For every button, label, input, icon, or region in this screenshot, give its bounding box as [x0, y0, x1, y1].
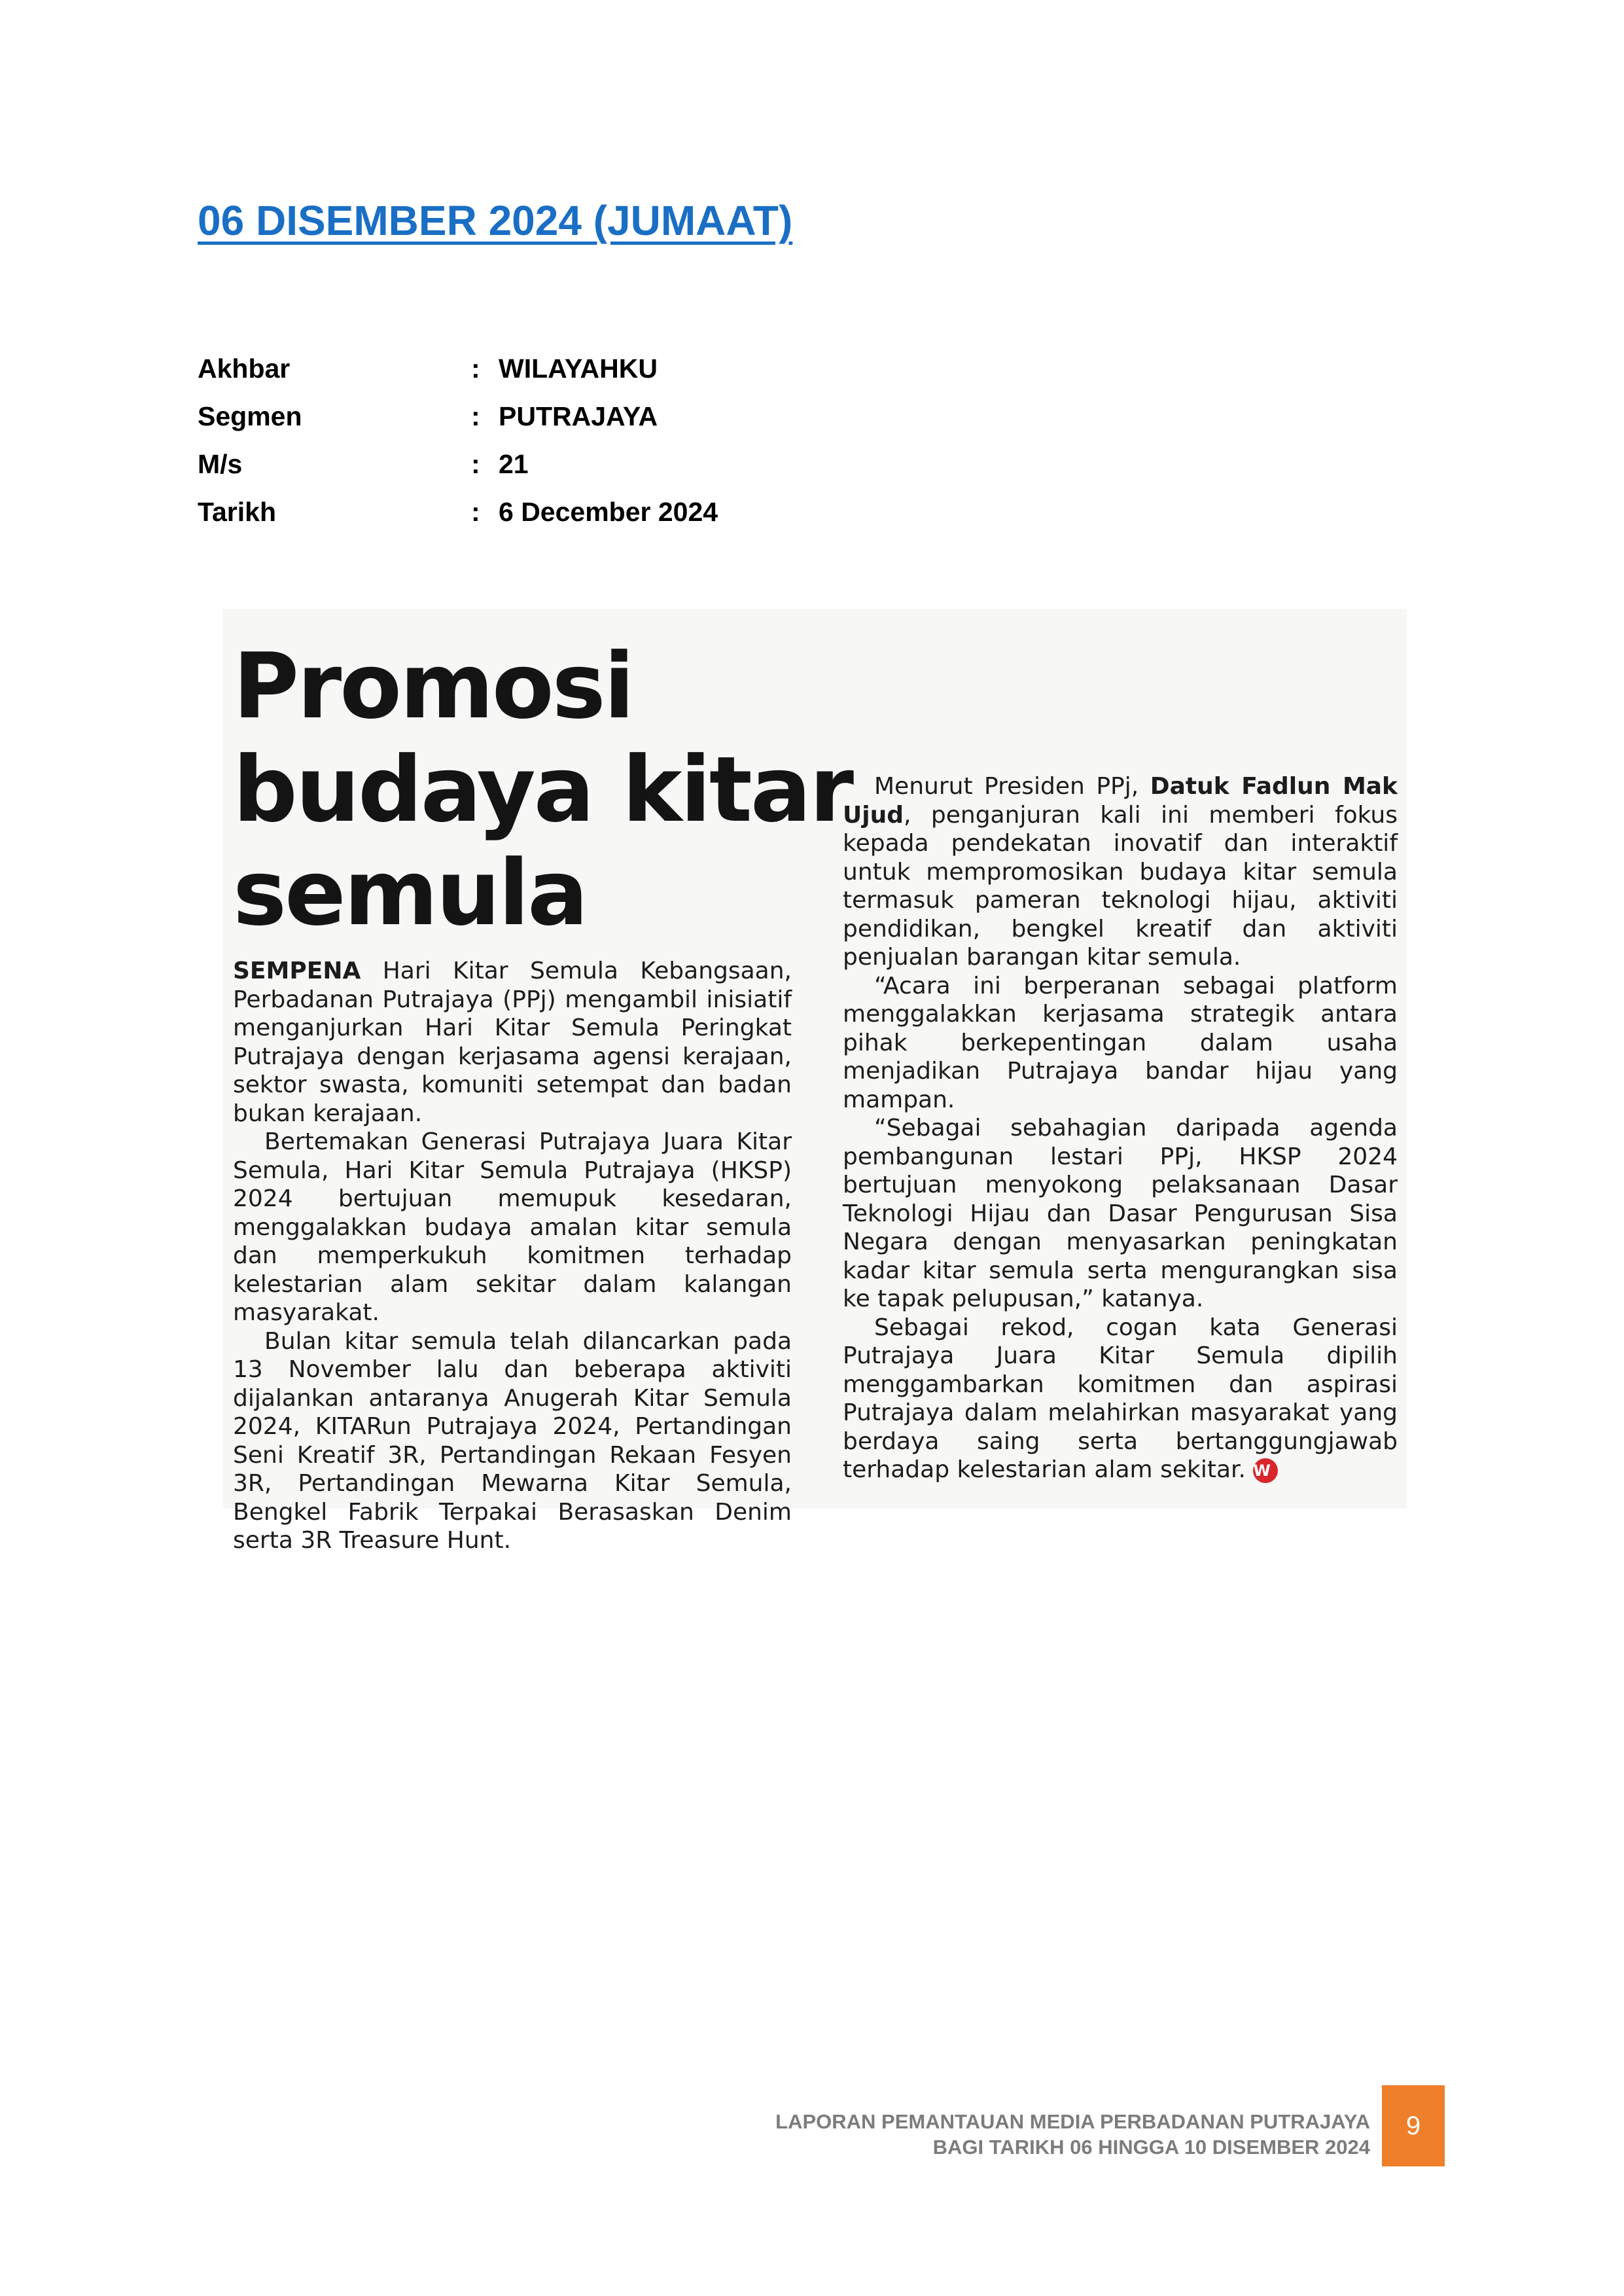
meta-colon: :	[471, 449, 480, 479]
headline-line: Promosi	[233, 634, 633, 739]
article-column-left	[233, 957, 792, 1555]
meta-colon: :	[471, 401, 480, 431]
footer-line: BAGI TARIKH 06 HINGGA 10 DISEMBER 2024	[932, 2136, 1370, 2159]
article-paragraph	[233, 957, 792, 1128]
paragraph-text: Sebagai rekod, cogan kata Generasi Putrajaya Juara Kitar Semula dipilih menggambarkan komitmen dan aspirasi Putrajaya dalam melahirkan masyarakat yang berdaya saing serta bertanggungjawab terhadap kelestarian alam sekitar.	[843, 1314, 1398, 1483]
meta-label: Akhbar	[198, 353, 291, 384]
headline-line: budaya kitar	[233, 737, 853, 842]
article-paragraph	[843, 1314, 1398, 1484]
meta-row-segmen	[198, 401, 718, 449]
clipping-metadata	[198, 353, 718, 545]
meta-value: 6 December 2024	[499, 497, 718, 527]
paragraph-text: Hari Kitar Semula Kebangsaan, Perbadanan Putrajaya (PPj) mengambil inisiatif menganjurkan Hari Kitar Semula Peringkat Putrajaya dengan kerjasama agensi kerajaan, sektor swasta, komuniti setempat dan badan bukan kerajaan.	[233, 958, 792, 1127]
article-paragraph: “Sebagai sebahagian daripada agenda pembangunan lestari PPj, HKSP 2024 bertujuan menyokong pelaksanaan Dasar Teknologi Hijau dan Dasar Pengurusan Sisa Negara dengan menyasarkan peningkatan kadar kitar semula serta mengurangkan sisa ke tapak pelupusan,” katanya.	[843, 1115, 1398, 1312]
meta-row-tarikh	[198, 497, 718, 545]
meta-row-akhbar	[198, 353, 718, 401]
article-paragraph: “Acara ini berperanan sebagai platform menggalakkan kerjasama strategik antara pihak berkepentingan dalam usaha menjadikan Putrajaya bandar hijau yang mampan.	[843, 972, 1398, 1113]
publication-end-mark-icon: W	[1253, 1458, 1278, 1483]
meta-row-page	[198, 449, 718, 497]
meta-label: M/s	[198, 449, 243, 479]
meta-colon: :	[471, 497, 480, 527]
article-column-right	[843, 772, 1398, 1484]
person-name: Datuk Fadlun Mak Ujud	[843, 773, 1398, 829]
article-paragraph: Bertemakan Generasi Putrajaya Juara Kitar Semula, Hari Kitar Semula Putrajaya (HKSP) 2024 bertujuan memupuk kesedaran, menggalakkan budaya amalan kitar semula dan memperkukuh komitmen terhadap kelestarian alam sekitar dalam kalangan masyarakat.	[233, 1128, 792, 1326]
newspaper-clipping	[222, 609, 1407, 1554]
report-footer	[775, 2109, 1370, 2160]
headline-line: semula	[233, 840, 587, 946]
lead-word: SEMPENA	[233, 958, 361, 984]
paragraph-text: Menurut Presiden PPj,	[874, 773, 1150, 800]
meta-colon: :	[471, 353, 480, 384]
date-heading: 06 DISEMBER 2024 (JUMAAT)	[198, 197, 793, 244]
article-paragraph: Bulan kitar semula telah dilancarkan pada 13 November lalu dan beberapa aktiviti dijalankan antaranya Anugerah Kitar Semula 2024, KITARun Putrajaya 2024, Pertandingan Seni Kreatif 3R, Pertandingan Rekaan Fesyen 3R, Pertandingan Mewarna Kitar Semula, Bengkel Fabrik Terpakai Berasaskan Denim serta 3R Treasure Hunt.	[233, 1327, 792, 1554]
meta-value: 21	[499, 449, 529, 479]
footer-line: LAPORAN PEMANTAUAN MEDIA PERBADANAN PUTRAJAYA	[775, 2110, 1370, 2133]
meta-value: WILAYAHKU	[499, 353, 658, 384]
article-headline	[233, 635, 852, 945]
page-number-badge: 9	[1382, 2085, 1445, 2166]
article-paragraph	[843, 772, 1398, 972]
paragraph-text: , penganjuran kali ini memberi fokus kepada pendekatan inovatif dan interaktif untuk mempromosikan budaya kitar semula termasuk pameran teknologi hijau, aktiviti pendidikan, bengkel kreatif dan aktiviti penjualan barangan kitar semula.	[843, 801, 1398, 971]
meta-label: Segmen	[198, 401, 302, 431]
meta-value: PUTRAJAYA	[499, 401, 658, 431]
meta-label: Tarikh	[198, 497, 276, 527]
